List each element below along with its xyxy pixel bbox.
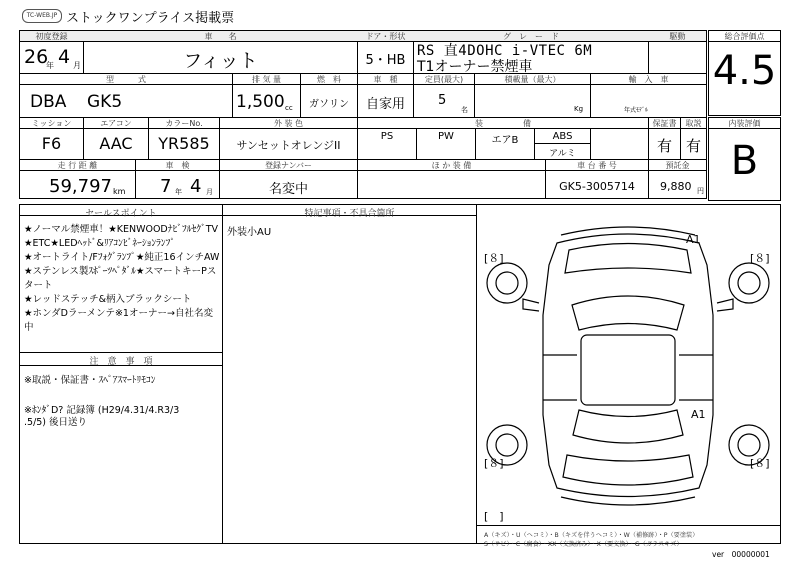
car-name: フィット — [183, 50, 258, 72]
label-category: 車 種 — [373, 75, 398, 84]
capacity-unit: 名 — [461, 106, 468, 114]
label-drive: 駆動 — [669, 32, 686, 41]
type-model: GK5 — [87, 92, 123, 112]
caution-line: ※ﾎﾝﾀﾞD? 記録簿 (H29/4.31/4.R3/3 — [24, 405, 180, 416]
insp-month-unit: 月 — [206, 188, 213, 196]
spare-tire-score: [ ] — [484, 510, 504, 523]
tire-rl-score: [８] — [484, 457, 504, 470]
sale-point: ★ETC★LEDﾍｯﾄﾞ&ﾘｱｺﾝﾋﾞﾈｰｼｮﾝﾗﾝﾌﾟ — [24, 238, 176, 249]
sale-point: ★ノーマル禁煙車！★KENWOODﾅﾋﾞﾌﾙｾｸﾞTV — [24, 224, 219, 235]
first-reg-month: 4 — [58, 46, 71, 68]
import-unit: 年式ﾓﾃﾞﾙ — [624, 107, 649, 114]
sale-point: ★ステンレス製ｽﾎﾟｰﾂﾍﾟﾀﾞﾙ★スマートキーPスタート — [24, 266, 217, 291]
insp-year: 7 — [160, 176, 172, 197]
label-manual: 取説 — [685, 119, 702, 128]
label-car-name: 車 名 — [204, 32, 237, 41]
damage-legend-1: A（キズ）・U（ヘコミ）・B（キズを伴うヘコミ）・W（補修跡）・P（要塗装） — [484, 532, 699, 539]
displacement-unit: cc — [285, 104, 293, 112]
damage-legend-2: S（サビ）・C（腐食）・XX（交換済み）・X（要交換）・G（ガラスキズ） — [484, 541, 683, 548]
door-shape: 5・HB — [365, 53, 406, 68]
label-door-shape: ドア・形状 — [365, 32, 406, 41]
caution-line: ※取説・保証書・ｽﾍﾟｱｽﾏｰﾄﾘﾓｺﾝ — [24, 375, 156, 386]
fuel: ガソリン — [309, 99, 349, 110]
label-displacement: 排 気 量 — [251, 75, 282, 84]
label-aircon: エアコン — [100, 119, 132, 128]
type-prefix: DBA — [30, 92, 67, 112]
reg-plate: 名変中 — [268, 182, 308, 197]
label-other-equip: ほ か 装 備 — [431, 161, 472, 170]
category: 自家用 — [365, 97, 405, 112]
version: ver 00000001 — [712, 550, 770, 559]
equip-pw: PW — [438, 131, 454, 142]
label-inspection: 車 検 — [165, 161, 190, 170]
capacity: 5 — [438, 93, 447, 108]
car-diagram — [477, 205, 780, 525]
load-unit: Kg — [574, 105, 584, 113]
label-deposit: 預託金 — [665, 161, 690, 170]
deposit: 9,880 — [660, 180, 692, 193]
tire-fl-score: [８] — [484, 252, 504, 265]
tire-fr-score: [８] — [750, 252, 770, 265]
caution-line: .5/5) 後日送り — [24, 417, 88, 428]
chassis-no: GK5-3005714 — [559, 180, 635, 193]
label-equipment: 装 備 — [475, 119, 531, 128]
label-caution: 注 意 事 項 — [89, 357, 153, 367]
label-ext-color: 外 装 色 — [273, 119, 304, 128]
label-type: 型 式 — [106, 75, 146, 84]
label-first-reg: 初度登録 — [35, 32, 68, 41]
insp-month: 4 — [190, 176, 202, 197]
equip-alumi: アルミ — [549, 149, 576, 159]
label-capacity: 定員(最大) — [424, 75, 464, 84]
label-import: 輸 入 車 — [628, 75, 669, 84]
displacement: 1,500 — [236, 92, 285, 112]
label-chassis-no: 車 台 番 号 — [577, 161, 617, 170]
sale-point: ★オートライト/Fﾌｫｸﾞﾗﾝﾌﾟ★純正16インチAW — [24, 252, 220, 263]
warranty: 有 — [656, 137, 672, 155]
label-notes: 特記事項・不具合箇所 — [304, 209, 395, 219]
grade-line-2: T1オーナー禁煙車 — [417, 59, 533, 75]
damage-mark-rear: A1 — [691, 408, 706, 421]
first-reg-year-unit: 年 — [46, 61, 54, 70]
sale-points-list — [24, 223, 220, 335]
tire-rr-score: [８] — [750, 457, 770, 470]
label-mission: ミッション — [31, 119, 72, 128]
mileage: 59,797 — [49, 176, 112, 197]
label-color-no: カラーNo. — [165, 119, 203, 128]
label-int-score: 内装評価 — [728, 119, 761, 128]
equip-ps: PS — [380, 131, 394, 142]
deposit-unit: 円 — [697, 187, 704, 195]
sale-point: ★ホンダDラーメンテ※1オーナー→自社名変中 — [24, 308, 213, 333]
label-warranty: 保証書 — [652, 119, 677, 128]
damage-mark-front: A1 — [686, 233, 701, 246]
label-fuel: 燃 料 — [317, 75, 341, 84]
first-reg-year: 26 — [24, 46, 49, 68]
insp-year-unit: 年 — [175, 188, 182, 196]
sale-point: ★レッドステッチ&柄入ブラックシート — [24, 294, 192, 305]
total-score: 4.5 — [712, 48, 777, 94]
manual: 有 — [685, 137, 701, 155]
logo: TC-WEB.JP — [22, 9, 62, 23]
notes-text: 外装小AU — [227, 227, 272, 238]
mission: F6 — [41, 134, 62, 153]
label-load: 積載量（最大） — [504, 75, 561, 84]
grade-line-1: RS 直4DOHC i-VTEC 6M — [417, 43, 593, 59]
equip-airbag: エアB — [491, 135, 519, 146]
label-mileage: 走 行 距 離 — [57, 161, 98, 170]
color-no: YR585 — [158, 134, 210, 153]
first-reg-month-unit: 月 — [73, 61, 81, 70]
label-reg-plate: 登録ナンバー — [264, 161, 313, 170]
label-sale-points: セールスポイント — [85, 209, 157, 219]
ext-color: サンセットオレンジII — [236, 139, 341, 152]
int-score: B — [730, 138, 759, 184]
equip-abs: ABS — [552, 131, 573, 142]
label-total-score: 総合評価点 — [724, 32, 765, 41]
aircon: AAC — [99, 134, 133, 153]
mileage-unit: km — [113, 187, 126, 196]
sheet-title: ストックワンプライス掲載票 — [66, 11, 235, 26]
label-grade: グ レ ー ド — [503, 32, 559, 41]
caution-list — [24, 375, 220, 429]
